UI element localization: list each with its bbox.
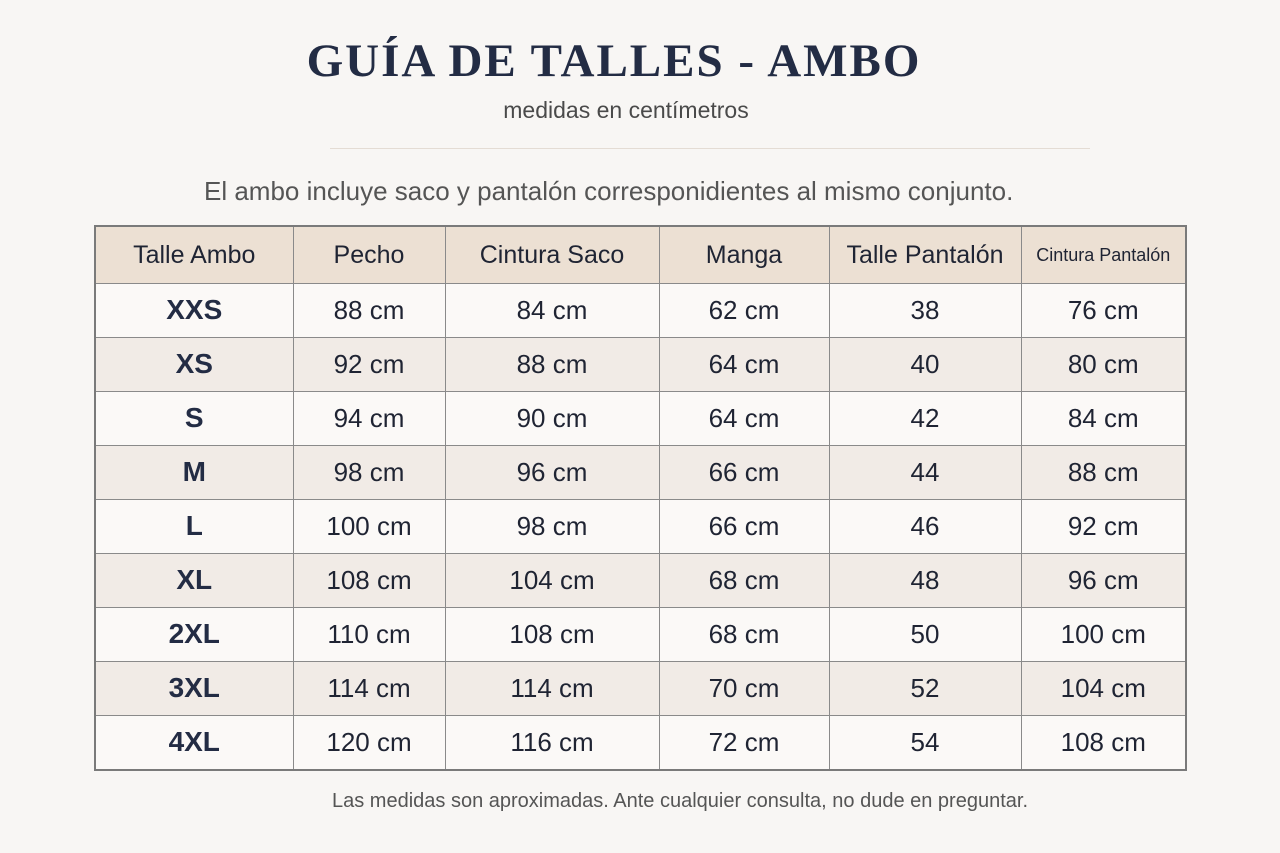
cell-talle-ambo: XL (95, 553, 293, 607)
cell-cintura-pantalon: 88 cm (1021, 445, 1186, 499)
cell-manga: 62 cm (659, 284, 829, 338)
cell-cintura-saco: 90 cm (445, 391, 659, 445)
cell-cintura-pantalon: 108 cm (1021, 715, 1186, 770)
cell-cintura-saco: 114 cm (445, 661, 659, 715)
table-row (95, 715, 1186, 770)
cell-talle-pantalon: 50 (829, 607, 1021, 661)
cell-manga: 64 cm (659, 337, 829, 391)
cell-talle-pantalon: 38 (829, 284, 1021, 338)
page-title: GUÍA DE TALLES - AMBO (306, 35, 922, 87)
cell-manga: 68 cm (659, 607, 829, 661)
cell-talle-pantalon: 46 (829, 499, 1021, 553)
cell-manga: 66 cm (659, 499, 829, 553)
cell-cintura-saco: 116 cm (445, 715, 659, 770)
cell-cintura-pantalon: 104 cm (1021, 661, 1186, 715)
cell-pecho: 100 cm (293, 499, 445, 553)
cell-talle-pantalon: 42 (829, 391, 1021, 445)
table-row (95, 284, 1186, 338)
cell-cintura-saco: 98 cm (445, 499, 659, 553)
header-talle-ambo: Talle Ambo (95, 226, 293, 284)
intro-note: El ambo incluye saco y pantalón corresponidientes al mismo conjunto. (204, 176, 1014, 206)
cell-pecho: 108 cm (293, 553, 445, 607)
header-manga: Manga (659, 226, 829, 284)
table-body (95, 284, 1186, 771)
header-talle-pantalon: Talle Pantalón (829, 226, 1021, 284)
cell-pecho: 120 cm (293, 715, 445, 770)
cell-talle-ambo: 2XL (95, 607, 293, 661)
cell-talle-ambo: 4XL (95, 715, 293, 770)
size-table (94, 225, 1187, 771)
cell-pecho: 98 cm (293, 445, 445, 499)
cell-cintura-saco: 108 cm (445, 607, 659, 661)
table-header-row (95, 226, 1186, 284)
cell-cintura-saco: 84 cm (445, 284, 659, 338)
cell-pecho: 110 cm (293, 607, 445, 661)
cell-cintura-saco: 104 cm (445, 553, 659, 607)
cell-manga: 64 cm (659, 391, 829, 445)
cell-talle-ambo: 3XL (95, 661, 293, 715)
header-cintura-pantalon: Cintura Pantalón (1021, 226, 1186, 284)
cell-manga: 68 cm (659, 553, 829, 607)
cell-cintura-pantalon: 80 cm (1021, 337, 1186, 391)
table-row (95, 607, 1186, 661)
table-row (95, 391, 1186, 445)
cell-cintura-pantalon: 76 cm (1021, 284, 1186, 338)
cell-talle-ambo: L (95, 499, 293, 553)
cell-talle-pantalon: 54 (829, 715, 1021, 770)
cell-manga: 72 cm (659, 715, 829, 770)
cell-talle-pantalon: 44 (829, 445, 1021, 499)
cell-talle-ambo: M (95, 445, 293, 499)
cell-pecho: 92 cm (293, 337, 445, 391)
cell-cintura-pantalon: 92 cm (1021, 499, 1186, 553)
cell-talle-pantalon: 40 (829, 337, 1021, 391)
table-row (95, 661, 1186, 715)
cell-pecho: 114 cm (293, 661, 445, 715)
cell-pecho: 94 cm (293, 391, 445, 445)
cell-cintura-saco: 88 cm (445, 337, 659, 391)
cell-pecho: 88 cm (293, 284, 445, 338)
divider (330, 148, 1090, 149)
cell-talle-pantalon: 52 (829, 661, 1021, 715)
cell-cintura-saco: 96 cm (445, 445, 659, 499)
cell-cintura-pantalon: 100 cm (1021, 607, 1186, 661)
footer-note: Las medidas son aproximadas. Ante cualquier consulta, no dude en preguntar. (331, 790, 1028, 812)
cell-talle-ambo: XXS (95, 284, 293, 338)
header-pecho: Pecho (293, 226, 445, 284)
cell-cintura-pantalon: 96 cm (1021, 553, 1186, 607)
table-row (95, 445, 1186, 499)
cell-manga: 66 cm (659, 445, 829, 499)
page-subtitle: medidas en centímetros (503, 97, 749, 123)
cell-cintura-pantalon: 84 cm (1021, 391, 1186, 445)
cell-talle-ambo: XS (95, 337, 293, 391)
cell-talle-pantalon: 48 (829, 553, 1021, 607)
table-row (95, 337, 1186, 391)
table-row (95, 553, 1186, 607)
cell-talle-ambo: S (95, 391, 293, 445)
table-row (95, 499, 1186, 553)
cell-manga: 70 cm (659, 661, 829, 715)
header-cintura-saco: Cintura Saco (445, 226, 659, 284)
